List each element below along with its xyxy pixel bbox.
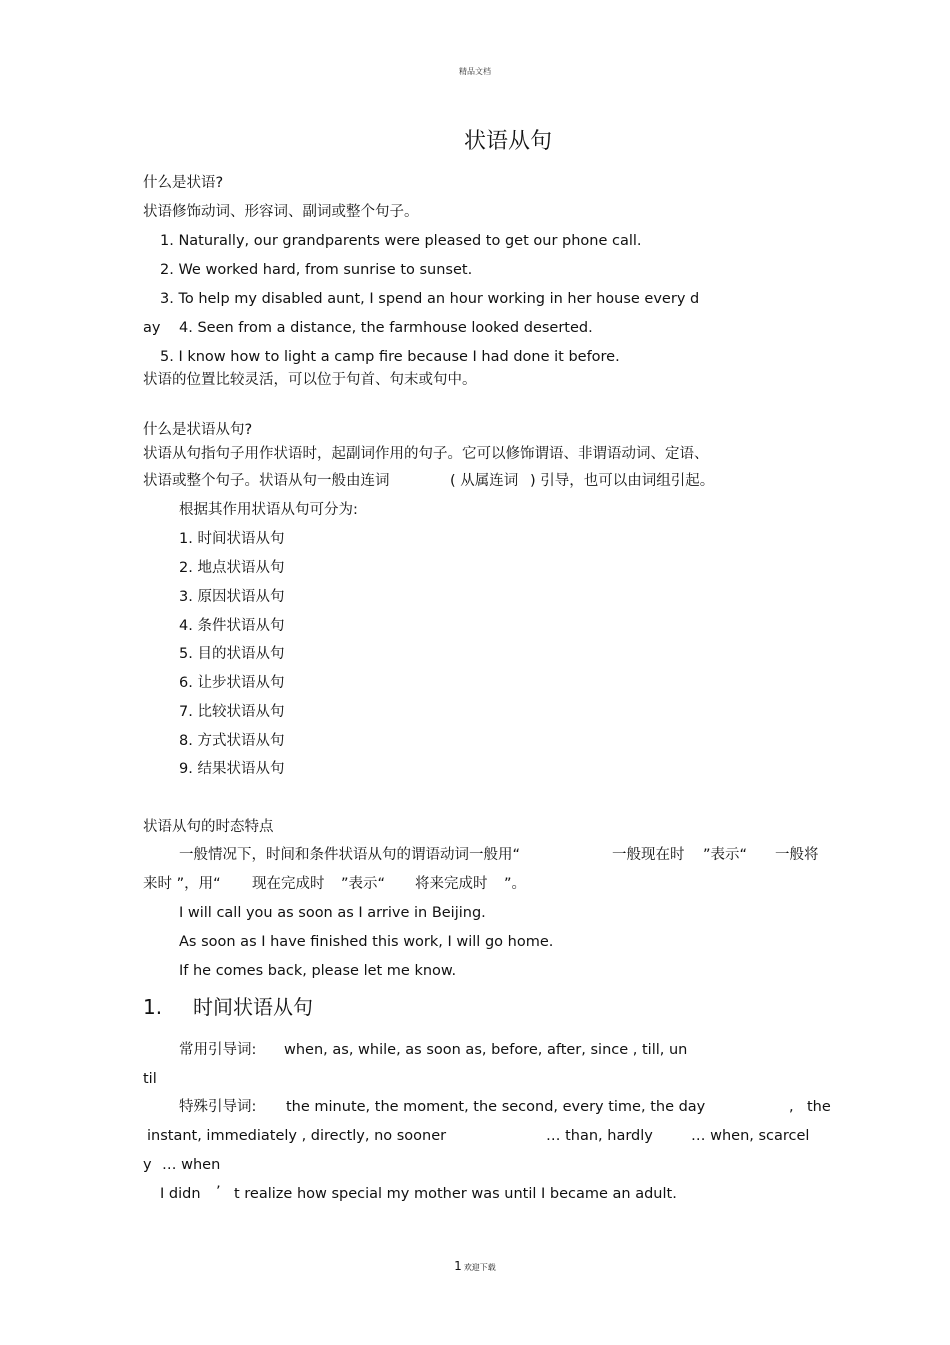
tense-example-1: I will call you as soon as I arrive in Beijing. xyxy=(179,905,486,921)
section-title: 时间状语从句 xyxy=(193,995,313,1019)
common-conjunctions-cont: til xyxy=(143,1071,157,1087)
definition-adverbial: 状语修饰动词、形容词、副词或整个句子。 xyxy=(143,204,419,220)
page-header: 精品文档 xyxy=(459,67,491,76)
types-intro: 根据其作用状语从句可分为: xyxy=(179,502,358,518)
tense-para-2b: 现在完成时 xyxy=(252,876,325,892)
common-conjunctions: when, as, while, as soon as, before, after, since , till, un xyxy=(284,1042,688,1058)
list-item: 8. 方式状语从句 xyxy=(179,733,285,749)
common-conjunctions-label: 常用引导词: xyxy=(179,1042,257,1058)
page-number: 1 xyxy=(454,1259,462,1273)
definition-clause-line2b: ( 从属连词 xyxy=(450,473,519,489)
tense-para-2d: 将来完成时 xyxy=(415,876,488,892)
list-item: 7. 比较状语从句 xyxy=(179,704,285,720)
page-title: 状语从句 xyxy=(463,129,552,154)
list-item: 5. 目的状语从句 xyxy=(179,646,285,662)
tense-para-2e: ”。 xyxy=(504,876,527,892)
example-sentence-b: t realize how special my mother was until I became an adult. xyxy=(234,1186,677,1202)
example-sentence-a: I didn xyxy=(160,1186,201,1202)
special-conjunctions: the minute, the moment, the second, every time, the day xyxy=(286,1099,706,1115)
section-number: 1. xyxy=(143,995,163,1019)
example-3: 3. To help my disabled aunt, I spend an hour working in her house every d xyxy=(160,291,700,307)
question-adverbial-clause: 什么是状语从句? xyxy=(143,422,253,438)
tense-para-2c: ”表示“ xyxy=(341,876,386,892)
definition-clause-line1: 状语从句指句子用作状语时，起副词作用的句子。它可以修饰谓语、非谓语动词、定语、 xyxy=(143,446,709,462)
list-item: 1. 时间状语从句 xyxy=(179,531,285,547)
list-item: 2. 地点状语从句 xyxy=(179,560,285,576)
list-item: 4. 条件状语从句 xyxy=(179,618,285,634)
page-footer xyxy=(0,1259,950,1273)
special-conjunctions-line2c: … when, scarcel xyxy=(691,1128,810,1144)
example-sentence-apostrophe: ’ xyxy=(216,1184,221,1200)
definition-clause-line2c: ) 引导，也可以由词组引起。 xyxy=(530,473,715,489)
special-conjunctions-line2a: instant, immediately , directly, no sooner xyxy=(147,1128,447,1144)
tense-example-3: If he comes back, please let me know. xyxy=(179,963,457,979)
tense-para-1c: ”表示“ xyxy=(703,847,748,863)
special-conjunctions-label: 特殊引导词: xyxy=(179,1099,257,1115)
tense-para-1d: 一般将 xyxy=(775,847,819,863)
footer-text: 欢迎下载 xyxy=(463,1263,496,1272)
question-adverbial: 什么是状语? xyxy=(143,175,224,191)
special-conjunctions-line2b: … than, hardly xyxy=(546,1128,653,1144)
example-4: 4. Seen from a distance, the farmhouse looked deserted. xyxy=(179,320,593,336)
example-1: 1. Naturally, our grandparents were pleased to get our phone call. xyxy=(160,233,642,249)
special-conjunctions-line3b: … when xyxy=(162,1157,221,1173)
special-conjunctions-line3a: y xyxy=(143,1157,152,1173)
example-5: 5. I know how to light a camp fire because I had done it before. xyxy=(160,349,620,365)
tense-para-1b: 一般现在时 xyxy=(612,847,685,863)
special-comma: , xyxy=(789,1099,794,1115)
tense-para-1a: 一般情况下，时间和条件状语从句的谓语动词一般用“ xyxy=(179,847,521,863)
tense-example-2: As soon as I have finished this work, I will go home. xyxy=(179,934,554,950)
list-item: 6. 让步状语从句 xyxy=(179,675,285,691)
example-2: 2. We worked hard, from sunrise to sunset. xyxy=(160,262,473,278)
position-note: 状语的位置比较灵活，可以位于句首、句末或句中。 xyxy=(143,372,477,388)
definition-clause-line2a: 状语或整个句子。状语从句一般由连词 xyxy=(143,473,390,489)
tense-para-2a: 来时 ”，用“ xyxy=(143,876,221,892)
list-item: 3. 原因状语从句 xyxy=(179,589,285,605)
special-the: the xyxy=(807,1099,831,1115)
example-3-cont: ay xyxy=(143,320,161,336)
tense-heading: 状语从句的时态特点 xyxy=(143,819,274,835)
list-item: 9. 结果状语从句 xyxy=(179,761,285,777)
section-heading xyxy=(143,993,313,1021)
